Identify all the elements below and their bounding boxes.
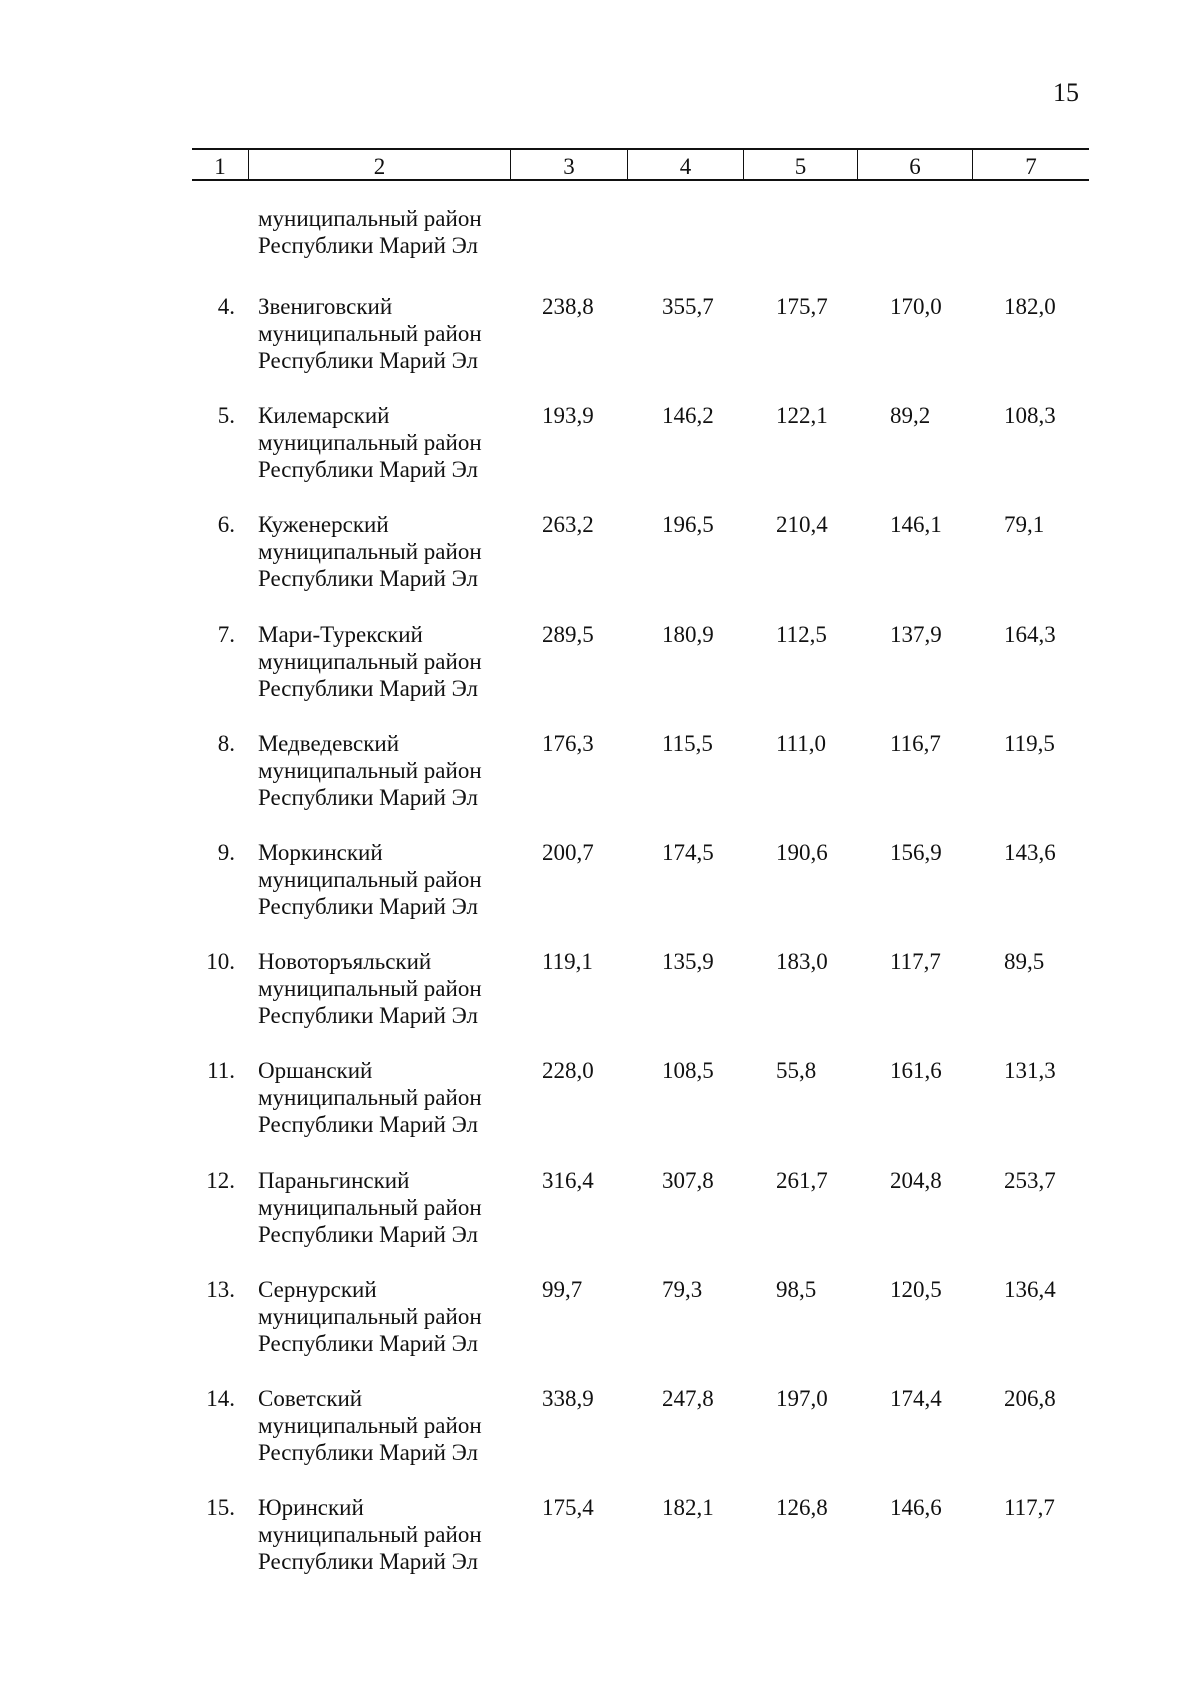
cell-value-col6: 120,5 xyxy=(890,1277,942,1302)
name-line: Республики Марий Эл xyxy=(258,785,479,810)
cell-value-col7: 136,4 xyxy=(1004,1277,1056,1302)
cell-value-col6: 174,4 xyxy=(890,1386,942,1411)
cell-value-col5: 210,4 xyxy=(776,512,828,537)
name-line: Республики Марий Эл xyxy=(258,894,479,919)
name-line: Сернурский xyxy=(258,1277,377,1302)
name-line: Республики Марий Эл xyxy=(258,676,479,701)
cell-value-col4: 174,5 xyxy=(662,840,714,865)
row-number: 15. xyxy=(206,1495,235,1520)
row-name xyxy=(258,1057,518,1138)
row-number: 4. xyxy=(217,294,235,319)
cell-value-col6: 137,9 xyxy=(890,622,942,647)
name-line: Республики Марий Эл xyxy=(258,566,479,591)
cell-value-col5: 55,8 xyxy=(776,1058,817,1083)
name-line: Куженерский xyxy=(258,512,389,537)
name-line: Республики Марий Эл xyxy=(258,1549,479,1574)
name-line: муниципальный район xyxy=(258,649,482,674)
cell-value-col4: 355,7 xyxy=(662,294,714,319)
name-line: Республики Марий Эл xyxy=(258,1003,479,1028)
name-line: муниципальный район xyxy=(258,1195,482,1220)
cell-value-col5: 122,1 xyxy=(776,403,828,428)
cell-value-col4: 182,1 xyxy=(662,1495,714,1520)
row-number: 14. xyxy=(206,1386,235,1411)
row-number: 12. xyxy=(206,1168,235,1193)
row-number: 7. xyxy=(217,622,235,647)
name-line: Моркинский xyxy=(258,840,383,865)
cell-value-col3: 289,5 xyxy=(542,622,594,647)
row-number: 9. xyxy=(217,840,235,865)
cell-value-col3: 338,9 xyxy=(542,1386,594,1411)
cell-value-col7: 79,1 xyxy=(1004,512,1045,537)
row-name xyxy=(258,511,518,592)
column-header-4: 4 xyxy=(679,154,692,179)
cell-value-col7: 119,5 xyxy=(1004,731,1055,756)
row-number: 10. xyxy=(206,949,235,974)
name-line: муниципальный район xyxy=(258,1413,482,1438)
cell-value-col7: 108,3 xyxy=(1004,403,1056,428)
name-line: Новоторъяльский xyxy=(258,949,432,974)
cell-value-col3: 238,8 xyxy=(542,294,594,319)
name-line: муниципальный район xyxy=(258,1085,482,1110)
name-line: Республики Марий Эл xyxy=(258,457,479,482)
row-number: 8. xyxy=(217,731,235,756)
name-line: муниципальный район xyxy=(258,758,482,783)
name-line: муниципальный район xyxy=(258,539,482,564)
cell-value-col7: 143,6 xyxy=(1004,840,1056,865)
cell-value-col7: 164,3 xyxy=(1004,622,1056,647)
row-name xyxy=(258,1167,518,1248)
name-line: муниципальный район xyxy=(258,321,482,346)
cell-value-col6: 146,1 xyxy=(890,512,942,537)
cell-value-col5: 112,5 xyxy=(776,622,827,647)
cell-value-col6: 117,7 xyxy=(890,949,941,974)
name-line: Республики Марий Эл xyxy=(258,1331,479,1356)
cell-value-col7: 131,3 xyxy=(1004,1058,1056,1083)
cell-value-col5: 190,6 xyxy=(776,840,828,865)
name-line: Медведевский xyxy=(258,731,400,756)
name-line: муниципальный район xyxy=(258,206,482,231)
row-number: 13. xyxy=(206,1277,235,1302)
column-header-2: 2 xyxy=(373,154,386,179)
cell-value-col3: 200,7 xyxy=(542,840,594,865)
name-line: Юринский xyxy=(258,1495,364,1520)
cell-value-col4: 196,5 xyxy=(662,512,714,537)
cell-value-col5: 197,0 xyxy=(776,1386,828,1411)
cell-value-col3: 176,3 xyxy=(542,731,594,756)
cell-value-col7: 89,5 xyxy=(1004,949,1045,974)
row-name xyxy=(258,839,518,920)
row-number: 6. xyxy=(217,512,235,537)
cell-value-col4: 180,9 xyxy=(662,622,714,647)
cell-value-col7: 117,7 xyxy=(1004,1495,1055,1520)
row-name xyxy=(258,621,518,702)
name-line: муниципальный район xyxy=(258,1522,482,1547)
name-line: Звениговский xyxy=(258,294,393,319)
cell-value-col7: 206,8 xyxy=(1004,1386,1056,1411)
row-number: 5. xyxy=(217,403,235,428)
cell-value-col4: 146,2 xyxy=(662,403,714,428)
name-line: муниципальный район xyxy=(258,976,482,1001)
cell-value-col4: 307,8 xyxy=(662,1168,714,1193)
name-line: Оршанский xyxy=(258,1058,373,1083)
row-name xyxy=(258,1276,518,1357)
row-name xyxy=(258,730,518,811)
cell-value-col4: 115,5 xyxy=(662,731,713,756)
column-header-7: 7 xyxy=(1025,154,1037,179)
cell-value-col3: 193,9 xyxy=(542,403,594,428)
cell-value-col5: 175,7 xyxy=(776,294,828,319)
cell-value-col7: 253,7 xyxy=(1004,1168,1056,1193)
row-name xyxy=(258,1494,518,1575)
cell-value-col6: 89,2 xyxy=(890,403,931,428)
cell-value-col4: 108,5 xyxy=(662,1058,714,1083)
cell-value-col7: 182,0 xyxy=(1004,294,1056,319)
cell-value-col3: 263,2 xyxy=(542,512,594,537)
row-name xyxy=(258,205,518,259)
name-line: Советский xyxy=(258,1386,363,1411)
name-line: Килемарский xyxy=(258,403,390,428)
name-line: Республики Марий Эл xyxy=(258,348,479,373)
cell-value-col3: 119,1 xyxy=(542,949,593,974)
cell-value-col4: 247,8 xyxy=(662,1386,714,1411)
cell-value-col6: 170,0 xyxy=(890,294,942,319)
cell-value-col3: 316,4 xyxy=(542,1168,594,1193)
cell-value-col5: 98,5 xyxy=(776,1277,817,1302)
page-number: 15 xyxy=(1053,78,1079,107)
column-header-5: 5 xyxy=(794,154,807,179)
cell-value-col6: 116,7 xyxy=(890,731,941,756)
name-line: Республики Марий Эл xyxy=(258,1112,479,1137)
row-name xyxy=(258,402,518,483)
cell-value-col6: 146,6 xyxy=(890,1495,942,1520)
cell-value-col5: 183,0 xyxy=(776,949,828,974)
cell-value-col4: 135,9 xyxy=(662,949,714,974)
row-name xyxy=(258,293,518,374)
cell-value-col5: 261,7 xyxy=(776,1168,828,1193)
name-line: Республики Марий Эл xyxy=(258,1222,479,1247)
column-header-1: 1 xyxy=(214,154,226,179)
name-line: муниципальный район xyxy=(258,430,482,455)
row-number: 11. xyxy=(207,1058,235,1083)
cell-value-col5: 111,0 xyxy=(776,731,827,756)
name-line: муниципальный район xyxy=(258,1304,482,1329)
cell-value-col3: 175,4 xyxy=(542,1495,594,1520)
column-header-3: 3 xyxy=(563,154,575,179)
cell-value-col5: 126,8 xyxy=(776,1495,828,1520)
cell-value-col4: 79,3 xyxy=(662,1277,703,1302)
cell-value-col3: 99,7 xyxy=(542,1277,583,1302)
row-name xyxy=(258,1385,518,1466)
name-line: Республики Марий Эл xyxy=(258,1440,479,1465)
name-line: Республики Марий Эл xyxy=(258,233,479,258)
cell-value-col6: 161,6 xyxy=(890,1058,942,1083)
name-line: Мари-Турекский xyxy=(258,622,423,647)
cell-value-col6: 156,9 xyxy=(890,840,942,865)
column-header-6: 6 xyxy=(909,154,921,179)
cell-value-col6: 204,8 xyxy=(890,1168,942,1193)
name-line: Параньгинский xyxy=(258,1168,410,1193)
name-line: муниципальный район xyxy=(258,867,482,892)
row-name xyxy=(258,948,518,1029)
cell-value-col3: 228,0 xyxy=(542,1058,594,1083)
table-header xyxy=(192,148,1089,181)
